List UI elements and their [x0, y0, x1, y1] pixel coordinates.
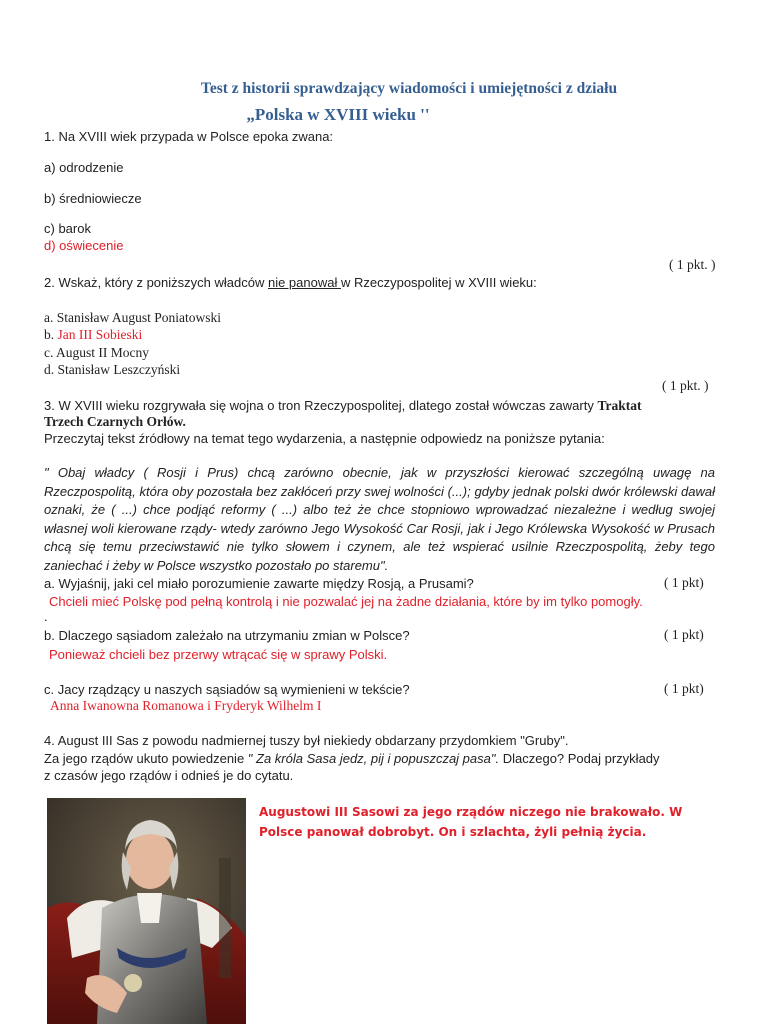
q4-answer: Augustowi III Sasowi za jego rządów niczego nie brakowało. W Polsce panował dobrobyt. On i szlachta, żyli pełnią życia.	[259, 805, 683, 839]
q3a-dot: .	[44, 609, 48, 624]
q2-option-b-letter: b.	[44, 327, 58, 342]
q3c-answer: Anna Iwanowna Romanowa i Fryderyk Wilhelm I	[50, 698, 322, 713]
question-2	[44, 275, 537, 291]
q2-option-a: a. Stanisław August Poniatowski	[44, 310, 222, 325]
q1-option-a: a) odrodzenie	[44, 160, 124, 175]
q3-instruction: Przeczytaj tekst źródłowy na temat tego wydarzenia, a następnie odpowiedz na poniższe pytania:	[44, 431, 605, 446]
q2-text-before: 2. Wskaż, który z poniższych władców	[44, 275, 268, 290]
q3b-question: b. Dlaczego sąsiadom zależało na utrzymaniu zmian w Polsce?	[44, 628, 410, 643]
question-4-line-3: z czasów jego rządów i odnieś je do cytatu.	[44, 768, 294, 783]
q3a-points: ( 1 pkt)	[664, 575, 704, 590]
q3c-question: c. Jacy rządzący u naszych sąsiadów są wymienieni w tekście?	[44, 682, 410, 697]
q1-option-d-answer: d) oświecenie	[44, 238, 124, 253]
q2-option-b-name: Jan III Sobieski	[57, 327, 143, 342]
q3a-answer: Chcieli mieć Polskę pod pełną kontrolą i nie pozwalać jej na żadne działania, które by im tylko pomogły.	[49, 594, 643, 609]
q3-treaty-name: Trzech Czarnych Orłów.	[44, 414, 186, 429]
q2-points: ( 1 pkt. )	[662, 378, 709, 393]
test-subtitle: „Polska w XVIII wieku ''	[246, 105, 430, 124]
test-title: Test z historii sprawdzający wiadomości i umiejętności z działu	[200, 80, 618, 97]
q3-intro-bold-1: Traktat	[597, 398, 642, 413]
portrait-drawing	[47, 798, 246, 1024]
question-1: 1. Na XVIII wiek przypada w Polsce epoka zwana:	[44, 129, 334, 144]
q3-intro-text: 3. W XVIII wieku rozgrywała się wojna o tron Rzeczypospolitej, dlatego został wówczas zawarty	[44, 398, 598, 413]
q3b-answer: Ponieważ chcieli bez przerwy wtrącać się w sprawy Polski.	[49, 647, 388, 662]
question-3-intro	[44, 397, 641, 414]
q4-saying: " Za króla Sasa jedz, pij i popuszczaj pasa".	[247, 751, 500, 766]
q3a-question: a. Wyjaśnij, jaki cel miało porozumienie zawarte między Rosją, a Prusami?	[44, 576, 474, 591]
q2-option-b-answer	[44, 326, 142, 343]
question-4-line-1: 4. August III Sas z powodu nadmiernej tuszy był niekiedy obdarzany przydomkiem "Gruby".	[44, 733, 569, 748]
q3b-points: ( 1 pkt)	[664, 627, 704, 642]
q2-text-after: w Rzeczypospolitej w XVIII wieku:	[340, 275, 537, 290]
q3c-points: ( 1 pkt)	[664, 681, 704, 696]
q1-option-b: b) średniowiecze	[44, 191, 142, 206]
q2-text-underlined: nie panował	[267, 275, 341, 290]
question-4-line-2	[44, 751, 660, 767]
q1-option-c: c) barok	[44, 221, 91, 236]
q4-text-before: Za jego rządów ukuto powiedzenie	[44, 751, 248, 766]
q2-option-c: c. August II Mocny	[44, 345, 149, 360]
q2-option-d: d. Stanisław Leszczyński	[44, 362, 181, 377]
q1-points: ( 1 pkt. )	[669, 257, 716, 272]
q3-source-quote: " Obaj władcy ( Rosji i Prus) chcą zarówno obecnie, jak w przyszłości kierować szczególną uwagę na Rzeczpospolitą, która oby pozostała bez zakłóceń przy swej wolności (...); gdyby jednak polski dwór królewski dawał oznaki, że ( ...) chce podjąć reformy ( ...) albo też że chce stopniowo wprowadzać niezależne i według swojej własnej woli kierowane rządy- wtedy zarówno Jego Wysokość Car Rosji, jak i Jego Królewska Wysokość w Prusach chcą się temu przeciwstawić nie tylko słowem i czynem, ale też wspierać usilnie Rzeczpospolitą, żeby tego zaniechać i żeby w Polsce wszystko pozostało po staremu".	[44, 465, 715, 573]
q4-text-after: Dlaczego? Podaj przykłady	[499, 751, 660, 766]
portrait-augustus-iii	[47, 798, 246, 1024]
